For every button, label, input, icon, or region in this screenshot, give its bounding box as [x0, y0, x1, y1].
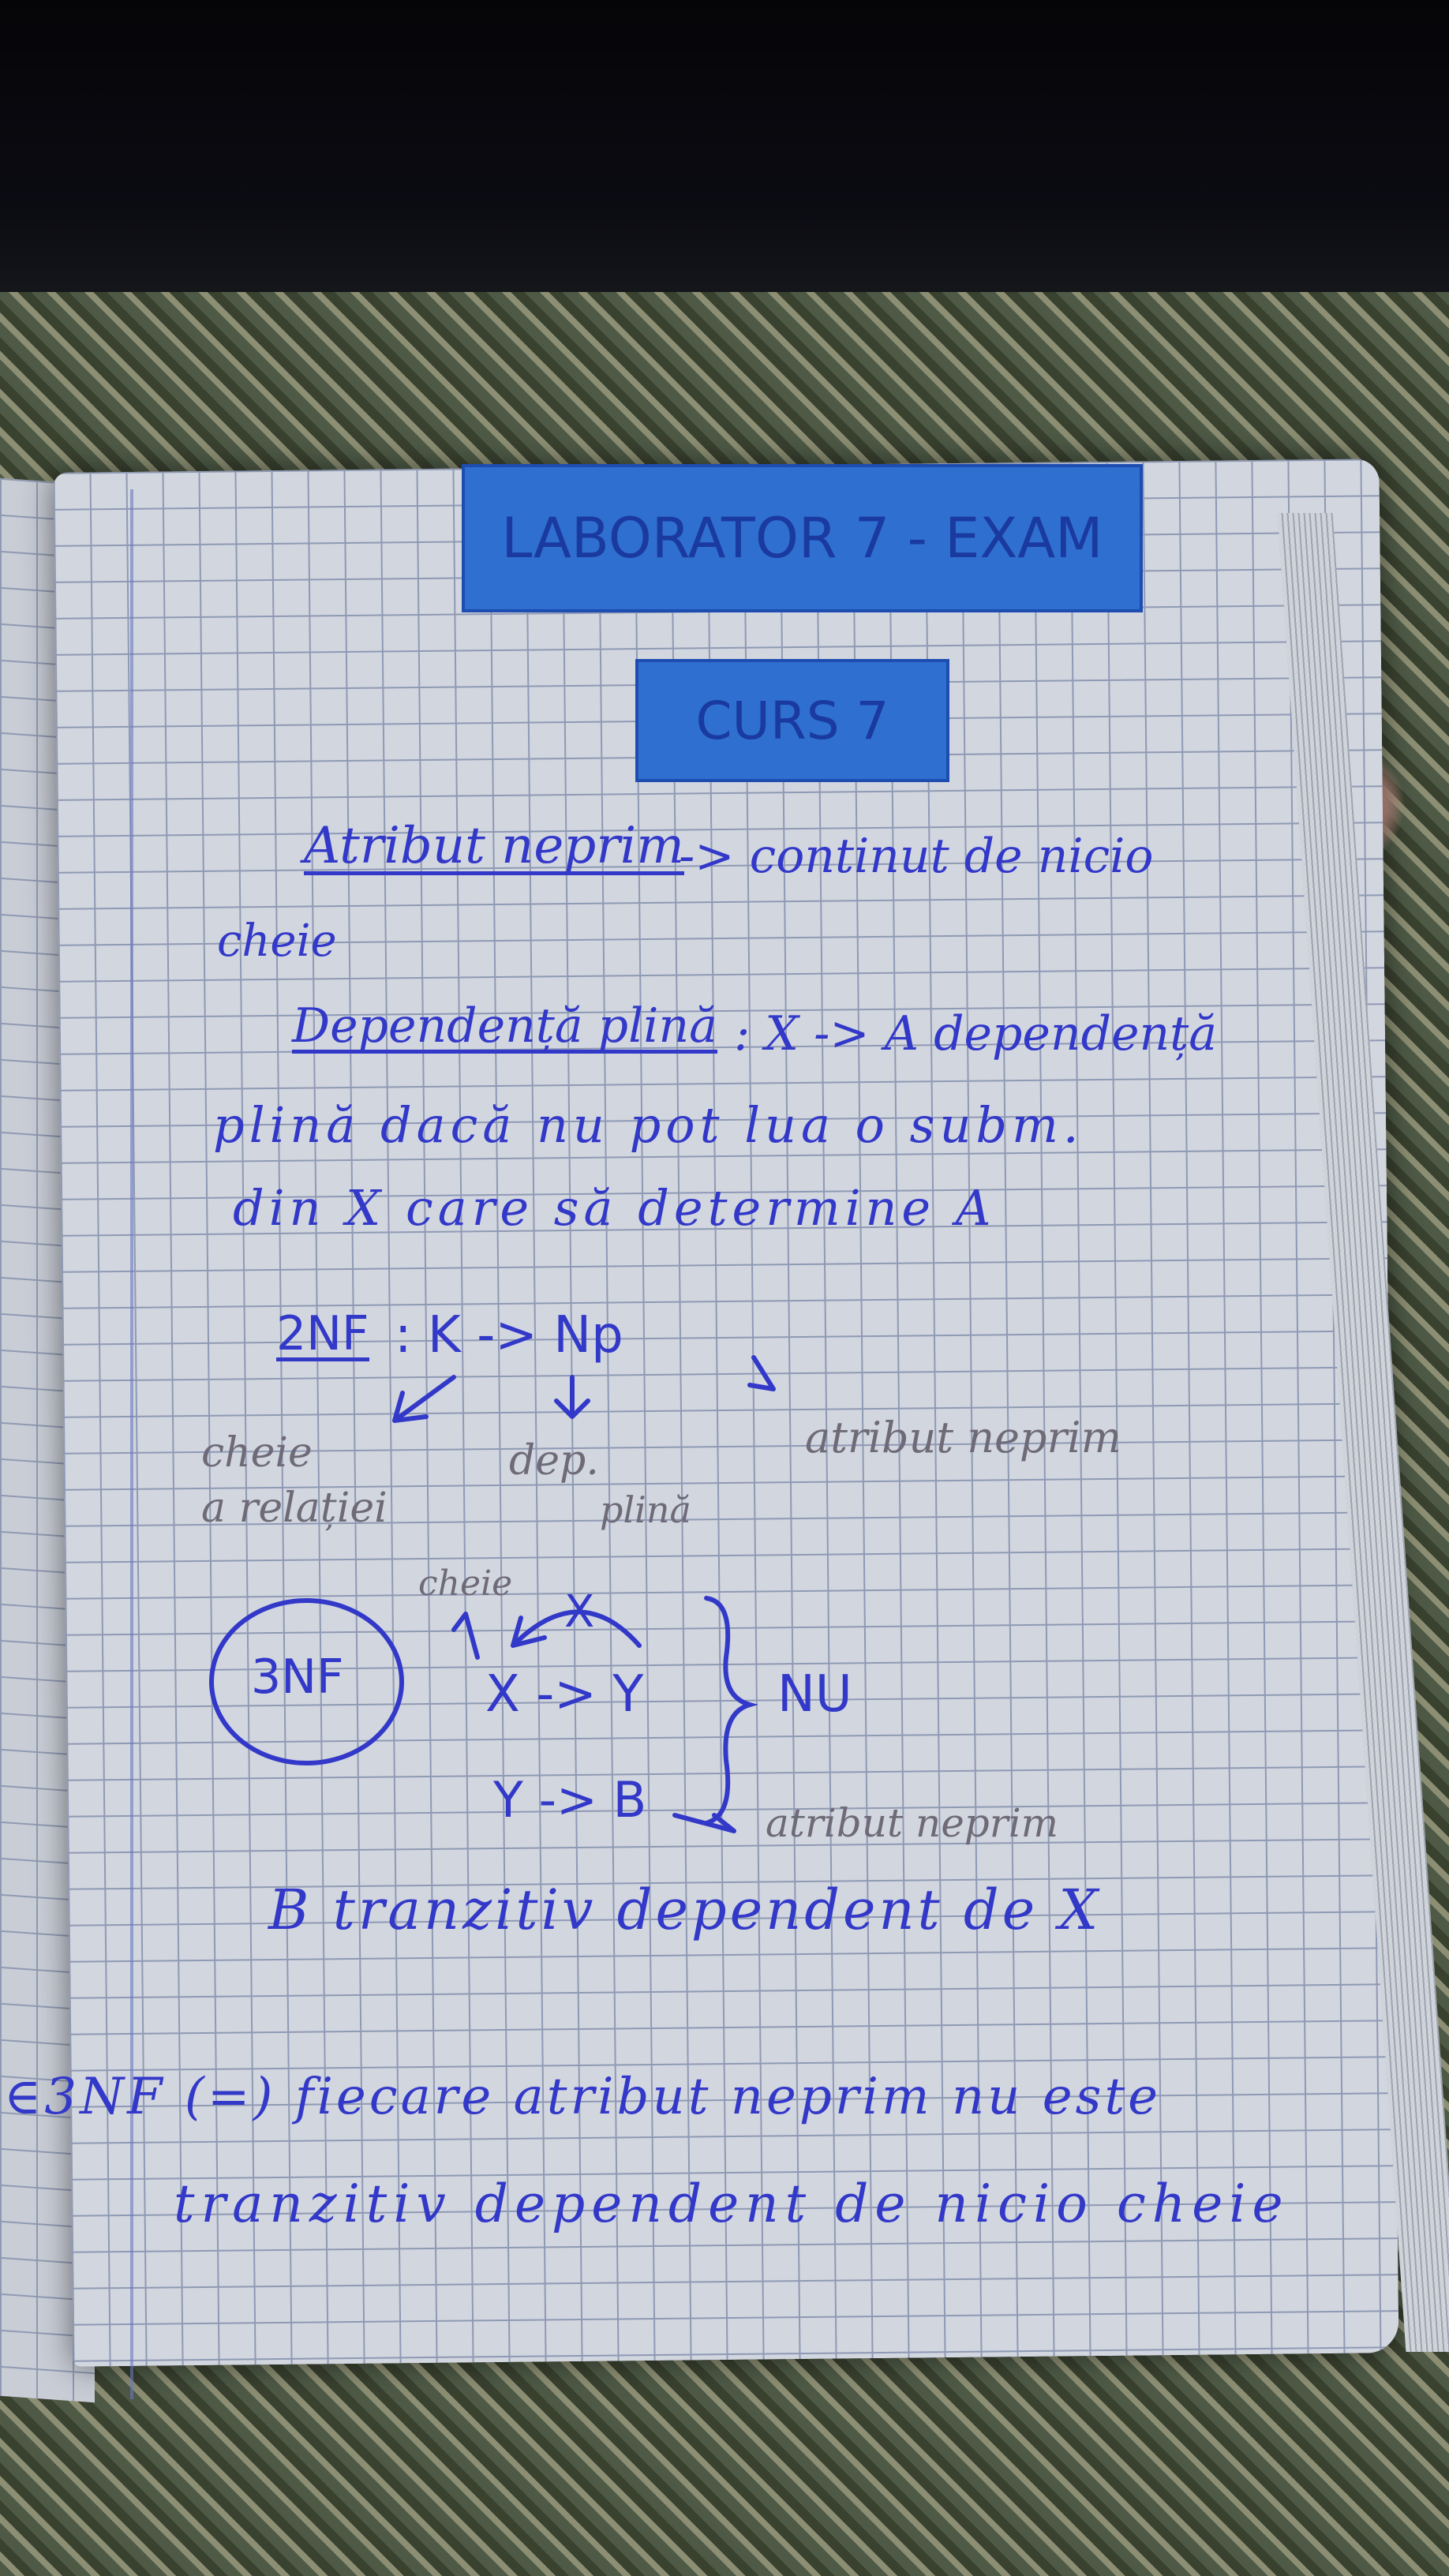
label-3nf: 3NF — [251, 1649, 344, 1705]
brace — [706, 1598, 750, 1823]
definition-line-2: tranzitiv dependent de nicio cheie — [174, 2174, 1290, 2234]
note-atribut-neprim-3nf: atribut neprim — [766, 1800, 1059, 1846]
line-4: plină dacă nu pot lua o subm. — [213, 1096, 1084, 1154]
arrow-to-dep-plina — [556, 1377, 588, 1417]
relation-x-y: X -> Y — [485, 1665, 644, 1724]
arrow-cheie-up — [454, 1614, 477, 1657]
verdict-nu: NU — [777, 1665, 852, 1724]
arc-y-to-x — [513, 1612, 639, 1646]
expr-2nf: : K -> Np — [395, 1306, 623, 1365]
definition-line-1: ∈3NF (=) fiecare atribut neprim nu este — [4, 2068, 1162, 2126]
term-dependenta-plina: Dependență plină — [292, 998, 717, 1054]
title-curs-text: CURS 7 — [695, 690, 889, 751]
arrow-to-atribut-2nf — [750, 1357, 773, 1389]
title-lab-text: LABORATOR 7 - EXAM — [501, 506, 1103, 571]
arrow-b-to-atribut — [675, 1815, 734, 1831]
note-a-relatiei: a relației — [201, 1485, 388, 1532]
note-cheie-2nf: cheie — [201, 1429, 313, 1477]
arrow-to-cheie-2nf — [395, 1377, 454, 1421]
note-cheie-3nf: cheie — [418, 1563, 513, 1604]
line-1-rest: -> continut de nicio — [679, 829, 1154, 884]
line-3-rest: : X -> A dependență — [734, 1006, 1218, 1061]
note-atribut-neprim-2nf: atribut neprim — [805, 1413, 1121, 1462]
relation-y-b: Y -> B — [493, 1771, 647, 1829]
line-5: din X care să determine A — [233, 1179, 996, 1237]
label-2nf: 2NF — [276, 1306, 369, 1361]
line-2: cheie — [217, 915, 337, 967]
note-plina: plină — [600, 1488, 691, 1531]
transitive-line: B tranzitiv dependent de X — [268, 1878, 1102, 1942]
cross-mark: X — [564, 1586, 595, 1638]
term-atribut-neprim: Atribut neprim — [304, 817, 684, 875]
note-dep: dep. — [509, 1437, 599, 1485]
